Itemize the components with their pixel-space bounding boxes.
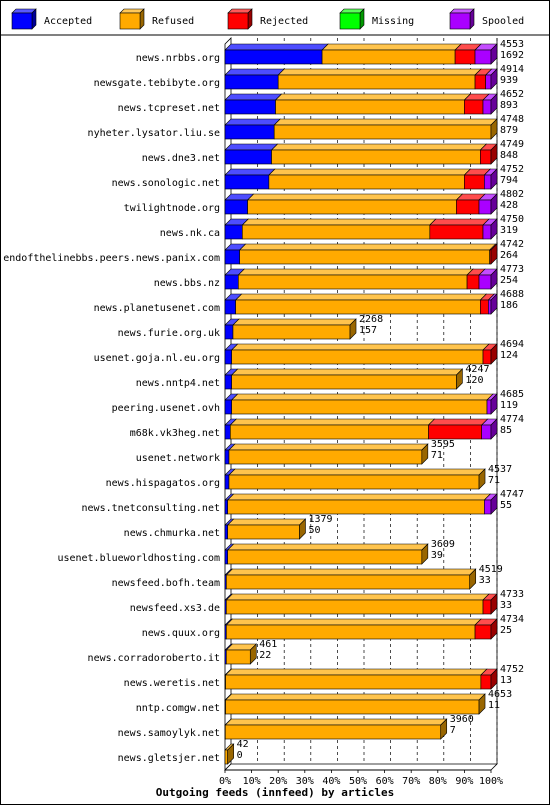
bar-segment-accepted	[225, 450, 229, 464]
legend-label: Rejected	[260, 16, 309, 27]
value-accepted: 254	[500, 275, 519, 286]
value-offered: 42	[236, 739, 249, 750]
bar-row	[225, 164, 524, 189]
bar-segment-refused	[278, 75, 475, 89]
bar-segment-refused	[322, 50, 455, 64]
bar-segment-accepted	[225, 550, 228, 564]
value-accepted: 1692	[500, 50, 525, 61]
bar-segment-rejected	[475, 625, 491, 639]
legend-swatch	[340, 13, 360, 29]
bars	[225, 39, 524, 764]
row-label: endofthelinebbs.peers.news.panix.com	[3, 253, 220, 264]
legend-swatch	[450, 13, 470, 29]
bar-segment-rejected	[456, 200, 479, 214]
value-accepted: 13	[500, 675, 513, 686]
value-accepted: 264	[500, 250, 519, 261]
bar-row	[225, 189, 524, 214]
bar-segment-refused	[226, 700, 479, 714]
bar-segment-accepted	[225, 175, 269, 189]
bar-segment-accepted	[225, 225, 242, 239]
value-offered: 4752	[500, 164, 525, 175]
bar-row	[225, 689, 512, 714]
bar-segment-rejected	[467, 275, 479, 289]
row-label: news.furie.org.uk	[117, 328, 220, 339]
legend-label: Refused	[152, 16, 195, 27]
row-label: news.tnetconsulting.net	[81, 503, 220, 514]
value-offered: 4748	[500, 114, 525, 125]
bar-row	[225, 139, 524, 164]
bar-segment-accepted	[225, 325, 233, 339]
bar-segment-spooled	[483, 225, 491, 239]
x-tick-label: 70%	[402, 776, 421, 787]
bar-segment-refused	[226, 575, 469, 589]
bar-segment-top	[248, 194, 463, 200]
bar-segment-top	[238, 269, 473, 275]
bar-segment-refused	[238, 275, 467, 289]
bar-segment-accepted	[225, 425, 230, 439]
value-accepted: 71	[488, 475, 501, 486]
row-label: twilightnode.org	[123, 203, 220, 214]
value-offered: 4652	[500, 89, 525, 100]
bar-segment-accepted	[225, 100, 276, 114]
value-offered: 4653	[488, 689, 513, 700]
row-label: news.sonologic.net	[111, 178, 220, 189]
row-label: news.nrbbs.org	[135, 53, 220, 64]
row-label: newsfeed.bofh.team	[111, 578, 220, 589]
legend-swatch	[120, 13, 140, 29]
value-offered: 4802	[500, 189, 525, 200]
value-offered: 4688	[500, 289, 525, 300]
value-offered: 4553	[500, 39, 525, 50]
bar-segment-rejected	[430, 225, 483, 239]
legend-swatch	[12, 13, 32, 29]
bar-segment-refused	[225, 725, 440, 739]
bar-row	[225, 39, 524, 64]
value-accepted: 794	[500, 175, 519, 186]
bar-segment-refused	[274, 125, 491, 139]
bar-segment-accepted	[225, 300, 236, 314]
row-label: news.samoylyk.net	[117, 728, 220, 739]
row-label: news.planetusenet.com	[93, 303, 220, 314]
value-offered: 3960	[449, 714, 474, 725]
bar-segment-refused	[248, 200, 457, 214]
bar-segment-refused	[233, 325, 350, 339]
row-label: usenet.network	[135, 453, 220, 464]
value-offered: 3609	[430, 539, 455, 550]
bar-segment-refused	[226, 650, 250, 664]
bar-row	[225, 364, 490, 389]
bar-segment-rejected	[483, 600, 491, 614]
bar-segment-top	[233, 319, 356, 325]
legend-swatch-side	[360, 9, 364, 29]
legend-label: Accepted	[44, 16, 93, 27]
legend-swatch-side	[32, 9, 36, 29]
row-label: news.dne3.net	[141, 153, 220, 164]
bar-segment-refused	[228, 525, 300, 539]
x-tick-label: 60%	[375, 776, 394, 787]
legend-swatch-side	[248, 9, 252, 29]
value-accepted: 119	[500, 400, 519, 411]
row-label: news.quux.org	[141, 628, 220, 639]
bar-segment-refused	[230, 425, 428, 439]
bar-segment-top	[269, 169, 471, 175]
value-accepted: 22	[259, 650, 272, 661]
bar-segment-rejected	[464, 100, 483, 114]
bar-segment-refused	[240, 250, 490, 264]
bar-segment-accepted	[225, 475, 229, 489]
x-tick-label: 80%	[428, 776, 447, 787]
value-offered: 4685	[500, 389, 525, 400]
row-label: newsfeed.xs3.de	[129, 603, 220, 614]
x-tick-label: 0%	[218, 776, 232, 787]
bar-segment-top	[232, 369, 463, 375]
value-accepted: 893	[500, 100, 519, 111]
bar-segment-top	[274, 119, 497, 125]
bar-segment-rejected	[464, 175, 484, 189]
bar-row	[225, 339, 524, 364]
bar-row	[225, 289, 524, 314]
bar-segment-top	[236, 294, 487, 300]
bar-segment-top	[232, 394, 493, 400]
value-offered: 4914	[500, 64, 525, 75]
bar-segment-refused	[225, 750, 228, 764]
x-tick-label: 90%	[455, 776, 474, 787]
bar-segment-top	[430, 219, 489, 225]
bar-segment-rejected	[475, 75, 486, 89]
value-accepted: 0	[236, 750, 243, 761]
row-label: peering.usenet.ovh	[111, 403, 220, 414]
value-accepted: 124	[500, 350, 519, 361]
bar-segment-accepted	[225, 500, 228, 514]
bar-row	[225, 439, 455, 464]
bar-segment-accepted	[225, 125, 274, 139]
bar-segment-top	[229, 469, 485, 475]
bar-row	[225, 464, 512, 489]
bar-row	[225, 614, 524, 639]
bar-segment-spooled	[484, 175, 491, 189]
bar-segment-accepted	[225, 525, 228, 539]
value-offered: 4247	[465, 364, 490, 375]
bar-segment-spooled	[483, 100, 491, 114]
bar-segment-rejected	[428, 425, 481, 439]
bar-segment-refused	[226, 625, 475, 639]
bar-segment-accepted	[225, 200, 248, 214]
bar-segment-top	[225, 719, 446, 725]
bar-segment-top	[278, 69, 481, 75]
bar-segment-top	[226, 694, 485, 700]
x-tick-label: 10%	[242, 776, 261, 787]
value-offered: 4749	[500, 139, 525, 150]
chart-title: Outgoing feeds (innfeed) by articles	[155, 786, 395, 799]
bar-segment-refused	[228, 550, 422, 564]
bar-segment-rejected	[480, 300, 488, 314]
value-offered: 4734	[500, 614, 525, 625]
bar-segment-refused	[229, 450, 422, 464]
bar-segment-top	[228, 519, 306, 525]
value-accepted: 50	[308, 525, 321, 536]
bar-segment-refused	[236, 300, 481, 314]
row-label: news.gletsjer.net	[117, 753, 220, 764]
x-tick-label: 30%	[295, 776, 314, 787]
row-label: newsgate.tebibyte.org	[93, 78, 220, 89]
value-accepted: 879	[500, 125, 519, 136]
bar-segment-spooled	[482, 425, 491, 439]
bar-segment-accepted	[225, 50, 322, 64]
bar-segment-top	[226, 594, 489, 600]
bar-segment-top	[428, 419, 487, 425]
row-label: news.nntp4.net	[135, 378, 220, 389]
bar-segment-top	[240, 244, 496, 250]
value-offered: 4747	[500, 489, 525, 500]
bar-row	[225, 589, 524, 614]
bar-row	[225, 264, 524, 289]
value-accepted: 186	[500, 300, 519, 311]
value-accepted: 848	[500, 150, 519, 161]
value-accepted: 7	[449, 725, 456, 736]
bar-segment-refused	[226, 600, 483, 614]
value-offered: 4750	[500, 214, 525, 225]
bar-segment-accepted	[225, 350, 232, 364]
value-offered: 461	[259, 639, 278, 650]
value-accepted: 25	[500, 625, 513, 636]
bar-segment-refused	[232, 375, 457, 389]
value-offered: 4694	[500, 339, 525, 350]
value-accepted: 85	[500, 425, 513, 436]
bar-segment-top	[226, 619, 481, 625]
value-accepted: 157	[359, 325, 378, 336]
bar-segment-spooled	[487, 400, 491, 414]
row-label: nntp.comgw.net	[135, 703, 220, 714]
value-accepted: 33	[500, 600, 513, 611]
row-label: news.weretis.net	[123, 678, 220, 689]
value-accepted: 33	[478, 575, 491, 586]
legend	[1, 1, 549, 35]
bar-segment-top	[226, 569, 475, 575]
bar-row	[225, 314, 383, 339]
bar-row	[225, 514, 333, 539]
value-offered: 2268	[359, 314, 384, 325]
row-label: nyheter.lysator.liu.se	[87, 128, 220, 139]
x-tick-label: 50%	[348, 776, 368, 787]
bar-segment-accepted	[225, 75, 278, 89]
bar-segment-top	[242, 219, 436, 225]
row-labels	[3, 53, 220, 764]
row-label: news.nk.ca	[159, 228, 220, 239]
legend-label: Missing	[372, 16, 415, 27]
value-accepted: 939	[500, 75, 519, 86]
bar-segment-top	[272, 144, 487, 150]
bar-segment-top	[225, 44, 328, 50]
bar-segment-accepted	[225, 250, 240, 264]
bar-segment-spooled	[484, 500, 491, 514]
bar-segment-refused	[229, 475, 479, 489]
bar-segment-top	[225, 144, 278, 150]
bar-segment-top	[225, 69, 284, 75]
bar-segment-top	[225, 94, 282, 100]
value-accepted: 11	[488, 700, 501, 711]
bar-segment-top	[228, 544, 428, 550]
bar-row	[225, 714, 474, 739]
value-accepted: 319	[500, 225, 519, 236]
row-label: news.bbs.nz	[153, 278, 220, 289]
bar-row	[225, 664, 524, 689]
bar-segment-top	[229, 444, 428, 450]
bar-segment-accepted	[225, 400, 232, 414]
x-axis	[219, 764, 503, 787]
bar-segment-rejected	[455, 50, 475, 64]
bar-segment-top	[322, 44, 461, 50]
bar-segment-spooled	[486, 75, 491, 89]
bar-segment-refused	[269, 175, 465, 189]
value-offered: 4733	[500, 589, 525, 600]
bar-segment-accepted	[225, 150, 272, 164]
legend-swatch	[228, 13, 248, 29]
floor	[225, 764, 497, 770]
bar-segment-refused	[232, 400, 487, 414]
legend-label: Spooled	[482, 16, 525, 27]
row-label: news.corradoroberto.it	[87, 653, 220, 664]
bar-segment-spooled	[475, 50, 491, 64]
bar-row	[225, 639, 277, 664]
bar-segment-refused	[242, 225, 430, 239]
value-accepted: 55	[500, 500, 513, 511]
bar-segment-spooled	[479, 275, 491, 289]
bar-segment-top	[226, 669, 487, 675]
value-offered: 3595	[430, 439, 455, 450]
bar-row	[225, 114, 524, 139]
bar-segment-spooled	[488, 300, 491, 314]
bar-row	[225, 239, 524, 264]
row-label: news.hispagatos.org	[105, 478, 220, 489]
bar-segment-refused	[226, 675, 481, 689]
value-accepted: 39	[430, 550, 443, 561]
bar-row	[225, 539, 455, 564]
bar-row	[225, 389, 524, 414]
bar-segment-rejected	[481, 675, 491, 689]
legend-swatch-side	[140, 9, 144, 29]
bar-segment-refused	[228, 500, 485, 514]
bar-segment-top	[276, 94, 471, 100]
row-label: m68k.vk3heg.net	[129, 428, 220, 439]
bar-segment-top	[225, 169, 275, 175]
bar-segment-top	[225, 119, 280, 125]
legend-swatch-side	[470, 9, 474, 29]
value-accepted: 428	[500, 200, 519, 211]
bar-segment-refused	[276, 100, 465, 114]
value-offered: 4742	[500, 239, 525, 250]
value-offered: 4537	[488, 464, 513, 475]
row-label: news.chmurka.net	[123, 528, 220, 539]
bar-segment-accepted	[225, 275, 238, 289]
bar-segment-top	[230, 419, 434, 425]
row-label: news.tcpreset.net	[117, 103, 220, 114]
bar-segment-top	[228, 494, 491, 500]
bar-segment-refused	[232, 350, 483, 364]
value-offered: 4752	[500, 664, 525, 675]
value-offered: 4773	[500, 264, 525, 275]
row-label: usenet.goja.nl.eu.org	[93, 353, 220, 364]
bar-segment-accepted	[225, 375, 232, 389]
bar-row	[225, 64, 524, 89]
value-offered: 1379	[308, 514, 333, 525]
bar-segment-refused	[272, 150, 481, 164]
x-tick-label: 100%	[478, 776, 504, 787]
value-offered: 4774	[500, 414, 525, 425]
bar-row	[225, 89, 524, 114]
value-accepted: 120	[465, 375, 484, 386]
value-accepted: 71	[430, 450, 443, 461]
x-tick-label: 20%	[269, 776, 288, 787]
bar-row	[225, 214, 524, 239]
bar-segment-top	[232, 344, 489, 350]
bar-row	[225, 414, 524, 439]
bar-row	[225, 489, 524, 514]
x-tick-label: 40%	[322, 776, 341, 787]
bar-segment-spooled	[479, 200, 491, 214]
value-offered: 4519	[478, 564, 503, 575]
bar-segment-rejected	[483, 350, 491, 364]
row-label: usenet.blueworldhosting.com	[57, 553, 220, 564]
bar-segment-rejected	[480, 150, 491, 164]
